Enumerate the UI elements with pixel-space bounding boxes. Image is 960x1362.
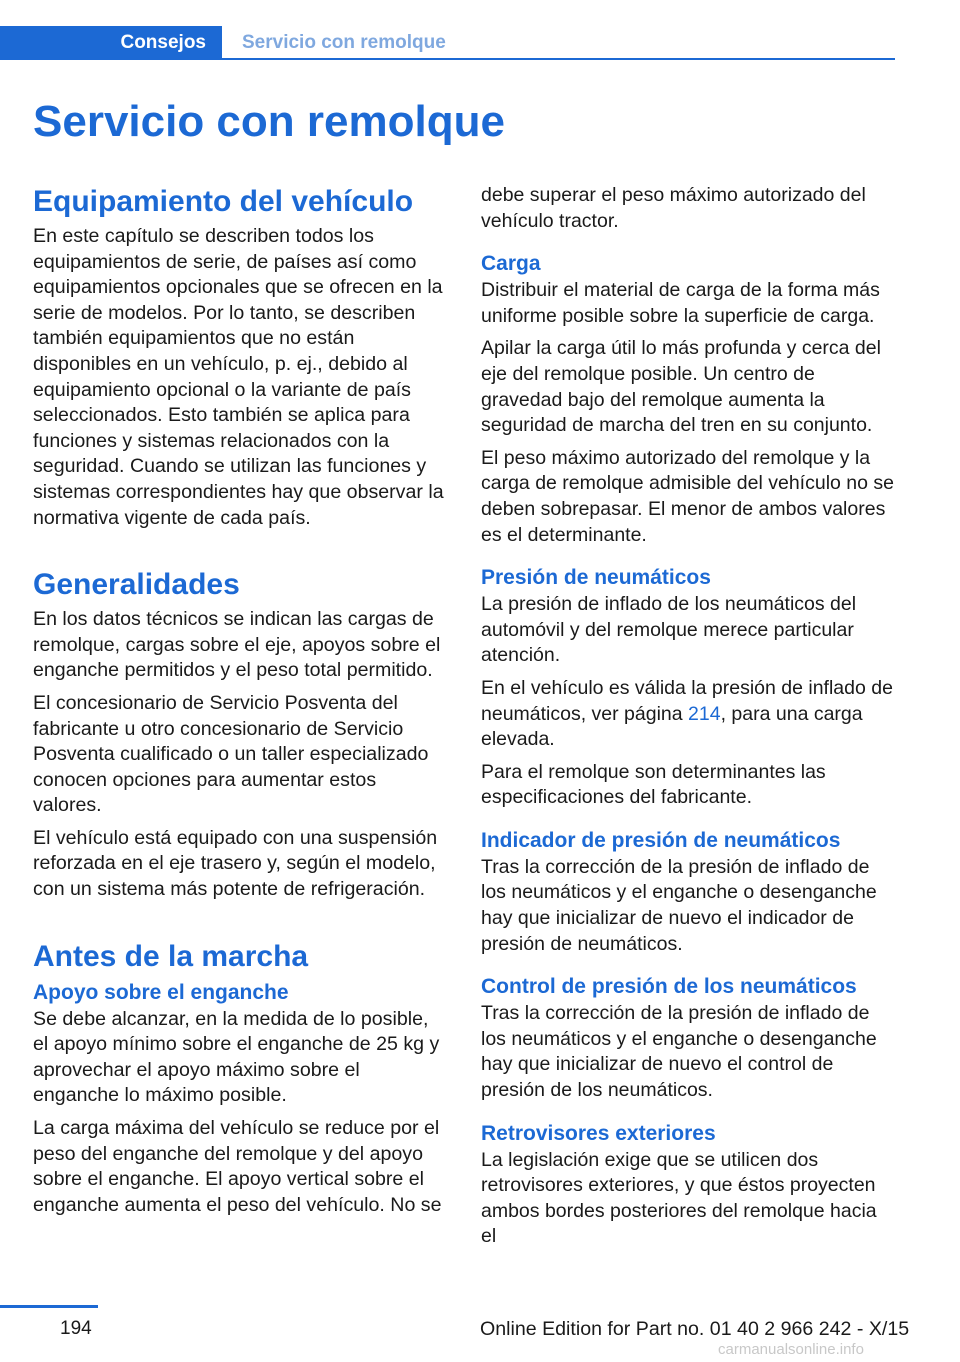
paragraph-apoyo-2: La carga máxima del vehículo se reduce por el peso del enganche del remolque y del apoyo sobre el enganche. El apoyo vertical sobre el enganche aumenta el peso del vehículo. No se — [33, 1117, 442, 1216]
paragraph-generalidades-1: En los datos técnicos se indican las cargas de remolque, cargas sobre el eje, apoyos sobre el enganche permitidos y el peso total permitido. — [33, 608, 441, 682]
edition-footer: Online Edition for Part no. 01 40 2 966 242 - X/15 — [480, 1318, 910, 1340]
paragraph-presion-2 — [481, 676, 897, 753]
paragraph-presion-1: La presión de inflado de los neumáticos del automóvil y del remolque merece particular atención. — [481, 593, 857, 667]
chapter-tab[interactable]: Consejos — [0, 26, 222, 60]
paragraph-continuation: debe superar el peso máximo autorizado del vehículo tractor. — [481, 184, 866, 232]
heading-retrovisores: Retrovisores exteriores — [481, 1121, 716, 1145]
presion-text-after: , para una carga elevada. — [481, 702, 863, 751]
paragraph-presion-3: Para el remolque son determinantes las especificaciones del fabricante. — [481, 760, 826, 809]
paragraph-control: Tras la corrección de la presión de inflado de los neumáticos y el enganche o desenganche hay que inicializar de nuevo el control de presión de los neumáticos. — [481, 1002, 877, 1102]
paragraph-carga-3: El peso máximo autorizado del remolque y la carga de remolque admisible del vehículo no se deben sobrepasar. El menor de ambos valores es el determinante. — [481, 446, 894, 546]
heading-carga: Carga — [481, 252, 541, 276]
paragraph-carga-2: Apilar la carga útil lo más profunda y cerca del eje del remolque posible. Un centro de gravedad bajo del remolque aumenta la seguridad de marcha del tren en su conjunto. — [481, 337, 881, 437]
section-breadcrumb[interactable]: Servicio con remolque — [242, 32, 446, 53]
paragraph-equipamiento: En este capítulo se describen todos los equipamientos de serie, de países así como equipamientos opcionales que se ofrecen en la serie de modelos. Por lo tanto, se describen también equipamientos que no están disponibles en un vehículo, p. ej., debido al equipamiento opcional o la variante de país seleccionados. Esto también se aplica para funciones y sistemas relacionados con la seguridad. Cuando se utilizan las funciones y sistemas correspondientes hay que observar la normativa vigente de cada país. — [33, 225, 444, 529]
heading-equipamiento: Equipamiento del vehículo — [33, 185, 414, 218]
left-column — [33, 182, 449, 1225]
heading-generalidades: Generalidades — [33, 568, 240, 602]
watermark: carmanualsonline.info — [718, 1341, 864, 1358]
page-link-214[interactable]: 214 — [688, 702, 721, 725]
heading-indicador-presion: Indicador de presión de neumáticos — [481, 828, 841, 852]
heading-apoyo-enganche: Apoyo sobre el enganche — [33, 980, 289, 1004]
paragraph-generalidades-2: El concesionario de Servicio Posventa del fabricante u otro concesionario de Servicio Posventa cualificado o un taller especializado conocen opciones para aumentar estos valores. — [33, 691, 429, 817]
heading-antes-de-la-marcha: Antes de la marcha — [33, 939, 309, 973]
header-rule — [222, 58, 895, 60]
paragraph-generalidades-3: El vehículo está equipado con una suspensión reforzada en el eje trasero y, según el modelo, con un sistema más potente de refrigeración. — [33, 826, 438, 901]
paragraph-apoyo-1: Se debe alcanzar, en la medida de lo posible, el apoyo mínimo sobre el enganche de 25 kg y aprovechar el apoyo máximo sobre el enganche lo máximo posible. — [33, 1007, 440, 1107]
presion-text-before: En el vehículo es válida la presión de inflado de neumáticos, ver página — [481, 676, 893, 725]
page-header — [0, 26, 895, 62]
paragraph-retrovisores: La legislación exige que se utilicen dos retrovisores exteriores, y que éstos proyecten ambos bordes posteriores del remolque hacia el — [481, 1148, 877, 1248]
heading-presion-neumaticos: Presión de neumáticos — [481, 566, 711, 590]
heading-control-presion: Control de presión de los neumáticos — [481, 975, 857, 999]
right-column — [481, 183, 897, 1257]
page-number: 194 — [60, 1318, 92, 1339]
paragraph-carga-1: Distribuir el material de carga de la forma más uniforme posible sobre la superficie de carga. — [481, 279, 880, 327]
page-number-rule — [0, 1305, 98, 1308]
page-title: Servicio con remolque — [33, 97, 505, 146]
paragraph-indicador: Tras la corrección de la presión de inflado de los neumáticos y el enganche o desenganche hay que inicializar de nuevo el indicador de presión de neumáticos. — [481, 855, 877, 955]
